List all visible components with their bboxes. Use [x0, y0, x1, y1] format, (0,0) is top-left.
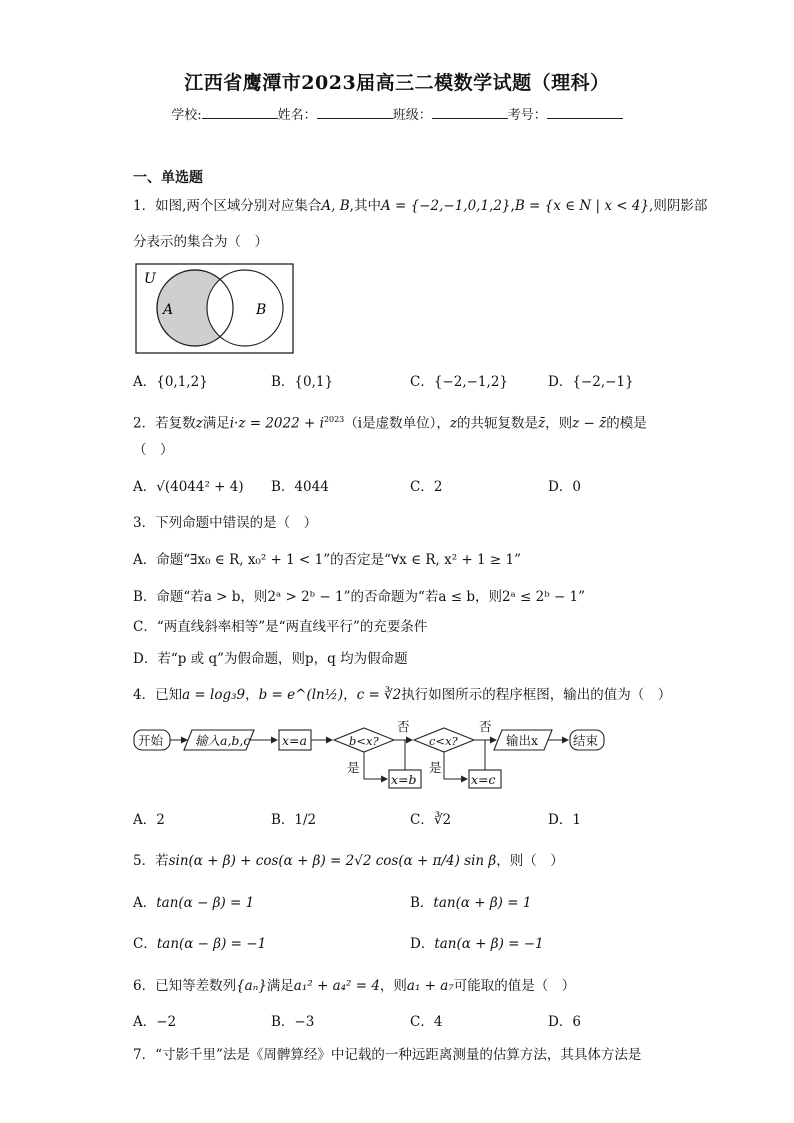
q2-option-a[interactable]: A．√(4044² + 4)	[133, 479, 244, 495]
q2-stem: 2．若复数z满足$i\cdot z = 2022 + i^{2023}(i$是虚数单位），z的共轭复数是z̄，则z − z̄的模是	[133, 415, 647, 432]
q1-text: ,则阴影部	[649, 198, 708, 214]
flow-end-label: 结束	[573, 733, 599, 748]
q4-stem: 4．已知a = log₃9，b = e^(ln½)，c = ∛2执行如图所示的程序框图，输出的值为（ ）	[133, 687, 672, 703]
flow-no-label-2: 否	[479, 720, 492, 734]
flow-assign-label: x=a	[282, 733, 307, 748]
flow-cond2-label: c<x?	[429, 734, 458, 748]
q1-text: ,其中	[349, 198, 381, 214]
q3-option-c[interactable]: C．“两直线斜率相等”是“两直线平行”的充要条件	[133, 619, 428, 635]
q5-option-c[interactable]: C．tan(α − β) = −1	[133, 936, 267, 952]
q3-option-b[interactable]: B．命题“若a > b，则2ᵃ > 2ᵇ − 1”的否命题为“若a ≤ b，则2ᵃ ≤ 2ᵇ − 1”	[133, 589, 586, 605]
q5-option-a[interactable]: A．tan(α − β) = 1	[133, 895, 255, 911]
q2-stem-line2: （ ）	[133, 442, 174, 458]
q4-option-b[interactable]: B．1/2	[271, 812, 317, 828]
student-info-row	[0, 104, 794, 123]
q2-option-d[interactable]: D．0	[548, 479, 581, 495]
name-label: 姓名：	[277, 108, 317, 123]
flow-setc-label: x=c	[471, 772, 496, 787]
q2-option-c[interactable]: C．2	[410, 479, 443, 495]
q5-option-b[interactable]: B．tan(α + β) = 1	[410, 895, 532, 911]
q3-option-a[interactable]: A．命题“∃x₀ ∈ R, x₀² + 1 < 1”的否定是“∀x ∈ R, x² + 1 ≥ 1”	[133, 552, 522, 568]
flow-input-label: 输入a,b,c	[195, 733, 251, 748]
q5-stem: 5．若sin(α + β) + cos(α + β) = 2√2 cos(α + π/4) sin β，则（ ）	[133, 853, 564, 869]
q6-stem: 6．已知等差数列{aₙ}满足a₁² + a₄² = 4，则a₁ + a₇可能取的值是（ ）	[133, 978, 576, 994]
q6-option-b[interactable]: B．−3	[271, 1014, 315, 1030]
q1-text: 1．如图,两个区域分别对应集合	[133, 198, 322, 214]
class-label: 班级：	[392, 108, 432, 123]
flow-cond1-label: b<x?	[349, 734, 379, 748]
flow-no-label-1: 否	[397, 720, 410, 734]
q6-option-d[interactable]: D．6	[548, 1014, 581, 1030]
q3-option-d[interactable]: D．若“p 或 q”为假命题，则p，q 均为假命题	[133, 651, 408, 667]
q1-comma: ,	[510, 198, 515, 214]
flow-start-label: 开始	[138, 733, 164, 748]
q1-option-d[interactable]: D．{−2,−1}	[548, 374, 634, 390]
venn-label-b: B	[256, 302, 267, 318]
q5-option-d[interactable]: D．tan(α + β) = −1	[410, 936, 544, 952]
q1-option-a[interactable]: A．{0,1,2}	[133, 374, 208, 390]
q1-stem	[133, 196, 707, 216]
name-blank[interactable]	[317, 104, 393, 119]
q1-stem-line2: 分表示的集合为（ ）	[133, 234, 268, 250]
q2-option-b[interactable]: B．4044	[271, 479, 329, 495]
school-blank[interactable]	[202, 104, 278, 119]
q1-option-c[interactable]: C．{−2,−1,2}	[410, 374, 508, 390]
q4-option-c[interactable]: C．∛2	[410, 812, 452, 828]
q4-option-a[interactable]: A．2	[133, 812, 165, 828]
flowchart	[132, 720, 612, 794]
flow-yes-label-1: 是	[347, 760, 360, 775]
q2-equation: i·z = 2022 + i	[229, 415, 324, 432]
venn-label-u: U	[144, 271, 156, 287]
exam-title: 江西省鹰潭市2023届高三二模数学试题（理科）	[184, 72, 610, 94]
q6-option-a[interactable]: A．−2	[133, 1014, 177, 1030]
class-blank[interactable]	[432, 104, 508, 119]
q3-stem: 3．下列命题中错误的是（ ）	[133, 515, 318, 531]
flow-output-label: 输出x	[506, 733, 539, 748]
venn-diagram	[135, 263, 295, 355]
number-blank[interactable]	[547, 104, 623, 119]
q1-sets: A, B	[321, 198, 350, 214]
venn-label-a: A	[163, 302, 174, 318]
flow-setb-label: x=b	[391, 772, 417, 787]
q1-option-b[interactable]: B．{0,1}	[271, 374, 334, 390]
q7-stem: 7．“寸影千里”法是《周髀算经》中记载的一种远距离测量的估算方法，其具体方法是	[133, 1047, 642, 1063]
number-label: 考号：	[507, 108, 547, 123]
q1-set-b: B = {x ∈ N | x < 4}	[514, 198, 650, 214]
flow-yes-label-2: 是	[429, 760, 442, 775]
q1-set-a: A = {−2,−1,0,1,2}	[380, 198, 511, 214]
q4-option-d[interactable]: D．1	[548, 812, 581, 828]
school-label: 学校:	[171, 108, 202, 123]
q6-option-c[interactable]: C．4	[410, 1014, 443, 1030]
section-title: 一、单选题	[133, 170, 203, 186]
